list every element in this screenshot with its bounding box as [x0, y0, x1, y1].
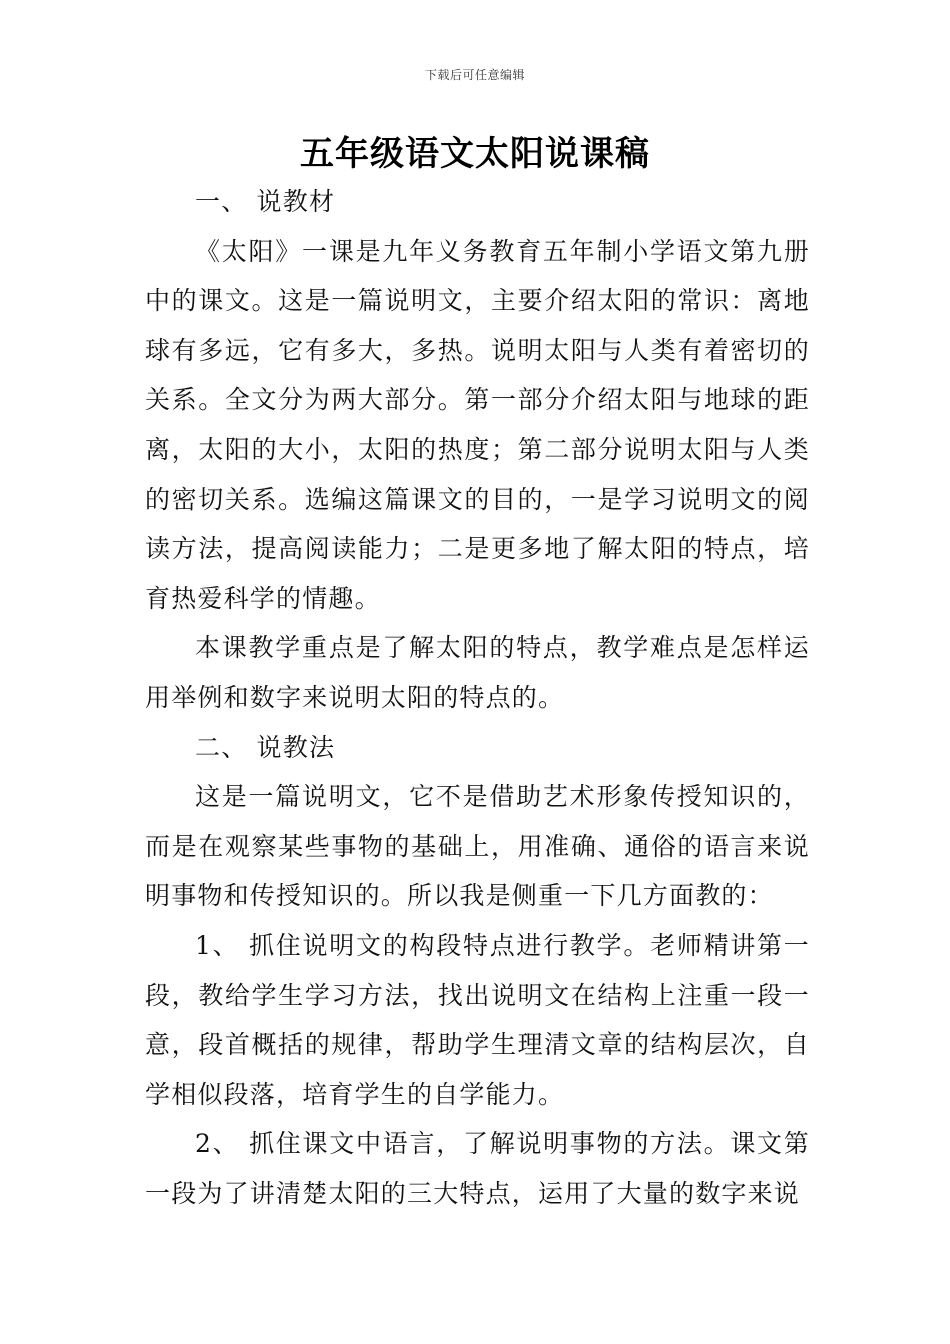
document-body: [145, 177, 810, 1218]
paragraph-method-intro: 这是一篇说明文，它不是借助艺术形象传授知识的，而是在观察某些事物的基础上，用准确、通俗的语言来说明事物和传授知识的。所以我是侧重一下几方面教的：: [145, 782, 810, 911]
section-heading-teaching-method: 二、 说教法: [195, 732, 336, 762]
section-heading-teaching-material: 一、 说教材: [195, 187, 336, 216]
document-title: 五年级语文太阳说课稿: [300, 134, 650, 174]
paragraph-method-item-1: 1、 抓住说明文的构段特点进行教学。老师精讲第一段，教给学生学习方法，找出说明文在结构上注重一段一意，段首概括的规律，帮助学生理清文章的结构层次，自学相似段落，培育学生的自学能力。: [145, 930, 810, 1109]
paragraph-textbook-intro: 《太阳》一课是九年义务教育五年制小学语文第九册中的课文。这是一篇说明文，主要介绍太阳的常识：离地球有多远，它有多大，多热。说明太阳与人类有着密切的关系。全文分为两大部分。第一部分介绍太阳与地球的距离，太阳的大小，太阳的热度；第二部分说明太阳与人类的密切关系。选编这篇课文的目的，一是学习说明文的阅读方法，提高阅读能力；二是更多地了解太阳的特点，培育热爱科学的情趣。: [145, 236, 810, 613]
page-header-note: 下载后可任意编辑: [424, 68, 525, 82]
paragraph-key-points: 本课教学重点是了解太阳的特点，教学难点是怎样运用举例和数字来说明太阳的特点的。: [145, 633, 810, 712]
paragraph-method-item-2: 2、 抓住课文中语言，了解说明事物的方法。课文第一段为了讲清楚太阳的三大特点，运用了大量的数字来说: [145, 1129, 810, 1208]
